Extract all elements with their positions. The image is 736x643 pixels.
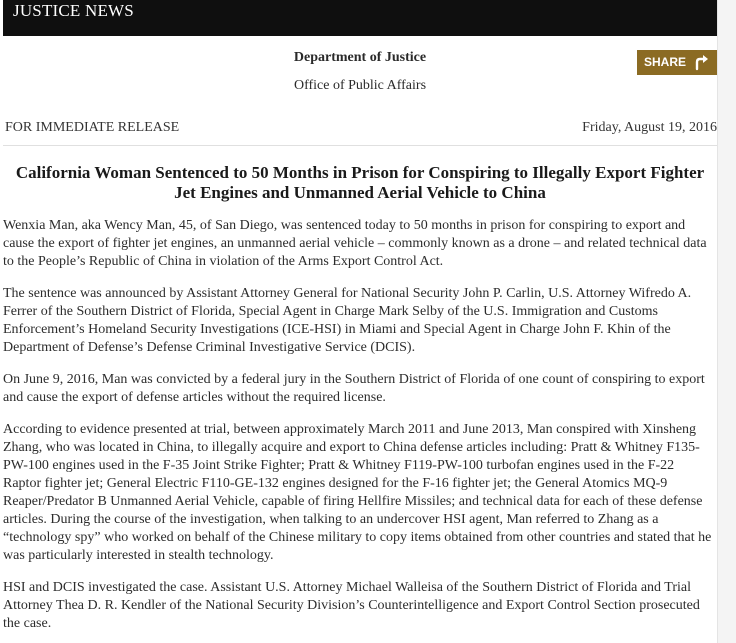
share-arrow-icon: [693, 53, 711, 71]
share-button[interactable]: [637, 50, 717, 75]
release-row: [3, 120, 717, 142]
article-paragraph: On June 9, 2016, Man was convicted by a federal jury in the Southern District of Florida of one count of conspiring to export and cause the export of defense articles without the required license.: [3, 372, 705, 405]
article-paragraph: The sentence was announced by Assistant Attorney General for National Security John P. Carlin, U.S. Attorney Wifredo A. Ferrer of the Southern District of Florida, Special Agent in Charge Mark Selby of the U.S. Immigration and Customs Enforcement’s Homeland Security Investigations (ICE-HSI) in Miami and Special Agent in Charge John F. Khin of the Department of Defense’s Defense Criminal Investigative Service (DCIS).: [3, 286, 692, 355]
divider: [3, 145, 717, 146]
share-label: SHARE: [644, 55, 687, 69]
article-paragraph: HSI and DCIS investigated the case. Assistant U.S. Attorney Michael Walleisa of the Southern District of Florida and Trial Attorney Thea D. R. Kendler of the National Security Division’s Counterintelligence and Export Control Section prosecuted the case.: [3, 580, 700, 631]
office-name: Office of Public Affairs: [293, 78, 427, 93]
article-body: [3, 217, 715, 643]
header-bar: [3, 0, 717, 36]
article-headline: California Woman Sentenced to 50 Months in Prison for Conspiring to Illegally Export Fighter Jet Engines and Unmanned Aerial Vehicle to China: [15, 163, 705, 202]
release-label: FOR IMMEDIATE RELEASE: [5, 120, 180, 135]
article-paragraph: Wenxia Man, aka Wency Man, 45, of San Diego, was sentenced today to 50 months in prison for conspiring to export and cause the export of fighter jet engines, an unmanned aerial vehicle – commonly known as a drone – and related technical data to the People’s Republic of China in violation of the Arms Export Control Act.: [3, 218, 707, 269]
scrollbar-track[interactable]: [717, 0, 736, 643]
header-title: JUSTICE NEWS: [13, 1, 134, 20]
release-date: Friday, August 19, 2016: [582, 120, 717, 135]
department-name: Department of Justice: [293, 50, 427, 65]
article-paragraph: According to evidence presented at trial, between approximately March 2011 and June 2013, Man conspired with Xinsheng Zhang, who was located in China, to illegally acquire and export to China defense articles including: Pratt & Whitney F135-PW-100 engines used in the F-35 Joint Strike Fighter; Pratt & Whitney F119-PW-100 turbofan engines used in the F-22 Raptor fighter jet; General Electric F110-GE-132 engines designed for the F-16 fighter jet; the General Atomics MQ-9 Reaper/Predator B Unmanned Aerial Vehicle, capable of firing Hellfire Missiles; and technical data for each of these defense articles. During the course of the investigation, when talking to an undercover HSI agent, Man referred to Zhang as a “technology spy” who worked on behalf of the Chinese military to copy items obtained from other countries and stated that he was particularly interested in stealth technology.: [3, 422, 712, 563]
